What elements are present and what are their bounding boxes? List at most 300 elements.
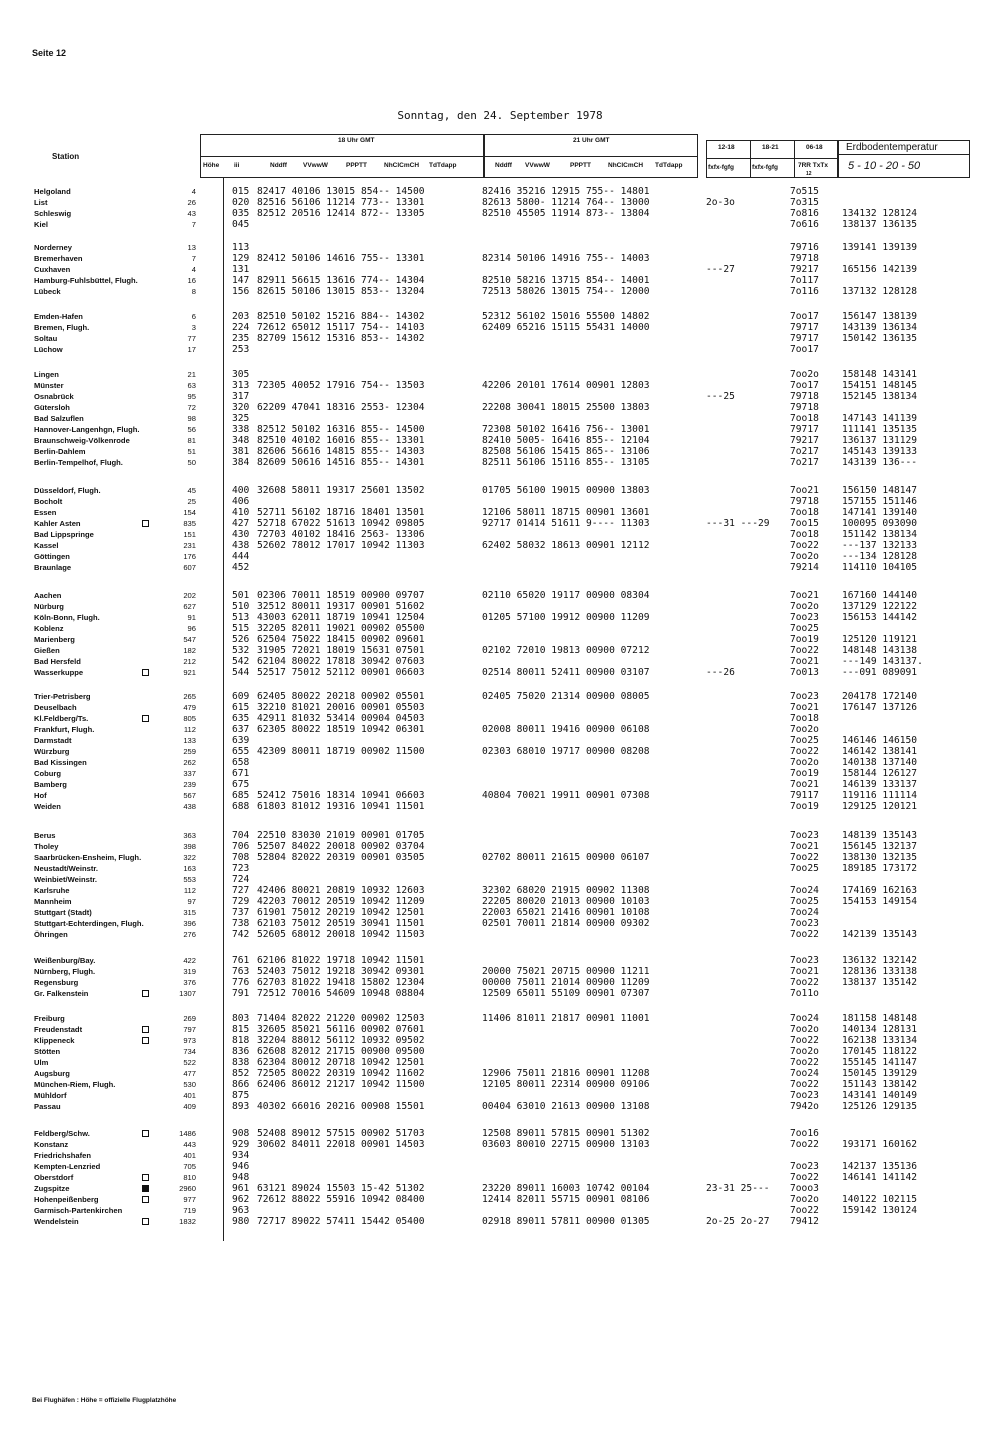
wind-gusts: ---31 ---29	[706, 518, 770, 529]
station-number: 406	[232, 496, 250, 507]
station-number: 948	[232, 1172, 250, 1183]
soil-temperature: 111141 135135	[842, 424, 918, 435]
precip-temp: 7oo22	[790, 1139, 819, 1150]
station-number: 542	[232, 656, 250, 667]
precip-temp: 7oo2o	[790, 1024, 819, 1035]
soil-temperature: ---149 143137.	[842, 656, 923, 667]
station-height: 443	[183, 1140, 196, 1149]
obs-18-uhr: 82512 20516 12414 872-- 13305	[257, 208, 425, 219]
obs-18-uhr: 62703 81022 19418 15802 12304	[257, 977, 425, 988]
station-number: 671	[232, 768, 250, 779]
station-number: 738	[232, 918, 250, 929]
header-iii: iii	[234, 162, 240, 169]
obs-18-uhr: 52408 89012 57515 00902 51703	[257, 1128, 425, 1139]
table-row	[0, 702, 1000, 713]
station-height: 13	[187, 243, 196, 252]
station-height: 176	[183, 552, 196, 561]
table-row	[0, 551, 1000, 562]
table-row	[0, 1150, 1000, 1161]
station-height: 810	[183, 1173, 196, 1182]
obs-18-uhr: 32204 88012 56112 10932 09502	[257, 1035, 425, 1046]
station-height: 477	[183, 1069, 196, 1078]
station-height: 547	[183, 635, 196, 644]
station-name: Berus	[34, 831, 56, 840]
precip-temp: 7oo24	[790, 885, 819, 896]
table-row	[0, 830, 1000, 841]
station-height: 269	[183, 1014, 196, 1023]
footnote: Bei Flughäfen : Höhe = offizielle Flugplatzhöhe	[32, 1397, 177, 1404]
soil-temperature: 154151 148145	[842, 380, 918, 391]
station-name: Essen	[34, 508, 57, 517]
soil-temperature: 158148 143141	[842, 369, 918, 380]
obs-21-uhr: 72513 58026 13015 754-- 12000	[482, 286, 650, 297]
station-height: 17	[187, 345, 196, 354]
wind-gusts: 23-31 25---	[706, 1183, 770, 1194]
table-row	[0, 691, 1000, 702]
soil-temperature: 138137 136135	[842, 219, 918, 230]
obs-18-uhr: 72612 88022 55916 10942 08400	[257, 1194, 425, 1205]
obs-18-uhr: 32512 80011 19317 00901 51602	[257, 601, 425, 612]
table-row	[0, 724, 1000, 735]
station-name: Berlin-Dahlem	[34, 447, 86, 456]
obs-18-uhr: 61901 75012 20219 10942 12501	[257, 907, 425, 918]
station-height: 4	[191, 187, 196, 196]
header-tdapp-21: TdTdapp	[655, 162, 683, 169]
obs-21-uhr: 02918 89011 57811 00900 01305	[482, 1216, 650, 1227]
table-row	[0, 496, 1000, 507]
station-number: 706	[232, 841, 250, 852]
precip-temp: 7oo22	[790, 1057, 819, 1068]
square-icon	[142, 1037, 149, 1044]
soil-temperature: 152145 138134	[842, 391, 918, 402]
station-height: 530	[183, 1080, 196, 1089]
table-row	[0, 253, 1000, 264]
precip-temp: 79718	[790, 391, 819, 402]
obs-18-uhr: 72703 40102 18416 2563- 13306	[257, 529, 425, 540]
station-name: Hannover-Langenhgn, Flugh.	[34, 425, 140, 434]
table-row	[0, 322, 1000, 333]
obs-18-uhr: 52804 82022 20319 00901 03505	[257, 852, 425, 863]
station-height: 112	[183, 886, 196, 895]
station-number: 729	[232, 896, 250, 907]
station-name: Tholey	[34, 842, 59, 851]
obs-18-uhr: 82510 50102 15216 884-- 14302	[257, 311, 425, 322]
station-height: 112	[183, 725, 196, 734]
square-icon	[142, 1218, 149, 1225]
obs-18-uhr: 22510 83030 21019 00901 01705	[257, 830, 425, 841]
precip-temp: 7oo22	[790, 746, 819, 757]
station-height: 212	[183, 657, 196, 666]
station-name: Weißenburg/Bay.	[34, 956, 96, 965]
station-name: Aachen	[34, 591, 62, 600]
table-row	[0, 667, 1000, 678]
table-row	[0, 507, 1000, 518]
obs-21-uhr: 22205 80020 21013 00900 10103	[482, 896, 650, 907]
obs-21-uhr: 02008 80011 19416 00900 06108	[482, 724, 650, 735]
precip-temp: 7oo18	[790, 507, 819, 518]
station-height: 72	[187, 403, 196, 412]
obs-21-uhr: 00000 75011 21014 00900 11209	[482, 977, 650, 988]
obs-18-uhr: 62106 81022 19718 10942 11501	[257, 955, 425, 966]
station-height: 627	[183, 602, 196, 611]
soil-temperature: 204178 172140	[842, 691, 918, 702]
table-row	[0, 275, 1000, 286]
soil-temperature: 142139 135143	[842, 929, 918, 940]
obs-18-uhr: 43003 62011 18719 10941 12504	[257, 612, 425, 623]
station-number: 203	[232, 311, 250, 322]
table-row	[0, 623, 1000, 634]
station-name: Berlin-Tempelhof, Flugh.	[34, 458, 123, 467]
obs-18-uhr: 62405 80022 20218 00902 05501	[257, 691, 425, 702]
station-height: 522	[183, 1058, 196, 1067]
obs-18-uhr: 82615 50106 13015 853-- 13204	[257, 286, 425, 297]
station-name: Münster	[34, 381, 64, 390]
table-row	[0, 1013, 1000, 1024]
station-height: 4	[191, 265, 196, 274]
precip-temp: 79214	[790, 562, 819, 573]
precip-temp: 79717	[790, 333, 819, 344]
table-row	[0, 885, 1000, 896]
station-height: 337	[183, 769, 196, 778]
station-height: 734	[183, 1047, 196, 1056]
soil-temperature: 143141 140149	[842, 1090, 918, 1101]
soil-temperature: 138130 132135	[842, 852, 918, 863]
station-height: 719	[183, 1206, 196, 1215]
obs-18-uhr: 32608 58011 19317 25601 13502	[257, 485, 425, 496]
soil-temperature: 154153 149154	[842, 896, 918, 907]
station-height: 553	[183, 875, 196, 884]
soil-temperature: 134132 128124	[842, 208, 918, 219]
station-number: 763	[232, 966, 250, 977]
precip-temp: 7oo19	[790, 801, 819, 812]
station-height: 705	[183, 1162, 196, 1171]
soil-temperature: 151143 138142	[842, 1079, 918, 1090]
station-height: 239	[183, 780, 196, 789]
station-height: 8	[191, 287, 196, 296]
station-height: 835	[183, 519, 196, 528]
station-name: Ulm	[34, 1058, 49, 1067]
table-row	[0, 929, 1000, 940]
precip-temp: 7oo23	[790, 830, 819, 841]
station-name: Mannheim	[34, 897, 72, 906]
table-row	[0, 713, 1000, 724]
table-row	[0, 208, 1000, 219]
obs-18-uhr: 82606 56616 14815 855-- 14303	[257, 446, 425, 457]
obs-21-uhr: 01205 57100 19912 00900 11209	[482, 612, 650, 623]
station-name: Cuxhaven	[34, 265, 71, 274]
station-name: Gießen	[34, 646, 60, 655]
station-height: 50	[187, 458, 196, 467]
square-icon	[142, 1174, 149, 1181]
station-number: 147	[232, 275, 250, 286]
station-height: 398	[183, 842, 196, 851]
station-number: 348	[232, 435, 250, 446]
obs-18-uhr: 52507 84022 20018 00902 03704	[257, 841, 425, 852]
obs-18-uhr: 32210 81021 20016 00901 05503	[257, 702, 425, 713]
station-name: Kl.Feldberg/Ts.	[34, 714, 89, 723]
obs-21-uhr: 12106 58011 18715 00901 13601	[482, 507, 650, 518]
precip-temp: 7oo2o	[790, 1194, 819, 1205]
station-height: 77	[187, 334, 196, 343]
table-row	[0, 286, 1000, 297]
obs-18-uhr: 82412 50106 14616 755-- 13301	[257, 253, 425, 264]
station-name: Kempten-Lenzried	[34, 1162, 101, 1171]
station-number: 635	[232, 713, 250, 724]
soil-temperature: 140122 102115	[842, 1194, 918, 1205]
table-row	[0, 966, 1000, 977]
obs-21-uhr: 82510 45505 11914 873-- 13804	[482, 208, 650, 219]
station-name: Öhringen	[34, 930, 68, 939]
station-name: Feldberg/Schw.	[34, 1129, 90, 1138]
station-name: Passau	[34, 1102, 61, 1111]
obs-21-uhr: 82613 5800- 11214 764-- 13000	[482, 197, 650, 208]
table-row	[0, 1128, 1000, 1139]
square-icon	[142, 1130, 149, 1137]
table-row	[0, 955, 1000, 966]
station-name: Zugspitze	[34, 1184, 70, 1193]
station-name: Wasserkuppe	[34, 668, 84, 677]
obs-21-uhr: 82314 50106 14916 755-- 14003	[482, 253, 650, 264]
table-row	[0, 1194, 1000, 1205]
station-name: Bremerhaven	[34, 254, 83, 263]
precip-temp: 7oo22	[790, 852, 819, 863]
table-row	[0, 186, 1000, 197]
station-number: 015	[232, 186, 250, 197]
precip-temp: 7oo18	[790, 413, 819, 424]
table-row	[0, 918, 1000, 929]
precip-temp: 7oo23	[790, 691, 819, 702]
table-row	[0, 333, 1000, 344]
station-number: 838	[232, 1057, 250, 1068]
obs-18-uhr: 02306 70011 18519 00900 09707	[257, 590, 425, 601]
station-number: 129	[232, 253, 250, 264]
header-tdapp-18: TdTdapp	[429, 162, 457, 169]
table-row	[0, 656, 1000, 667]
precip-temp: 7oo21	[790, 966, 819, 977]
precip-temp: 7oo21	[790, 841, 819, 852]
station-number: 803	[232, 1013, 250, 1024]
soil-temperature: 100095 093090	[842, 518, 918, 529]
station-number: 338	[232, 424, 250, 435]
obs-21-uhr: 02405 75020 21314 00900 08005	[482, 691, 650, 702]
precip-temp: 7oo25	[790, 623, 819, 634]
obs-18-uhr: 72512 70016 54609 10948 08804	[257, 988, 425, 999]
soil-temperature: 119116 111114	[842, 790, 918, 801]
soil-temperature: 136137 131129	[842, 435, 918, 446]
precip-temp: 7oo22	[790, 1205, 819, 1216]
station-height: 182	[183, 646, 196, 655]
station-number: 609	[232, 691, 250, 702]
precip-temp: 7o217	[790, 446, 819, 457]
table-row	[0, 402, 1000, 413]
obs-18-uhr: 62305 80022 18519 10942 06301	[257, 724, 425, 735]
obs-21-uhr: 62409 65216 15115 55431 14000	[482, 322, 650, 333]
station-height: 163	[183, 864, 196, 873]
station-name: Stuttgart (Stadt)	[34, 908, 92, 917]
obs-18-uhr: 61803 81012 19316 10941 11501	[257, 801, 425, 812]
precip-temp: 7oo19	[790, 768, 819, 779]
soil-temperature: 147141 139140	[842, 507, 918, 518]
station-number: 893	[232, 1101, 250, 1112]
station-number: 510	[232, 601, 250, 612]
station-number: 908	[232, 1128, 250, 1139]
obs-21-uhr: 72308 50102 16416 756-- 13001	[482, 424, 650, 435]
station-number: 317	[232, 391, 250, 402]
soil-temperature: 138137 135142	[842, 977, 918, 988]
soil-temperature: 158144 126127	[842, 768, 918, 779]
precip-temp: 7oo22	[790, 645, 819, 656]
station-number: 131	[232, 264, 250, 275]
station-number: 325	[232, 413, 250, 424]
station-height: 43	[187, 209, 196, 218]
precip-temp: 79217	[790, 264, 819, 275]
station-height: 315	[183, 908, 196, 917]
soil-temperature: 148139 135143	[842, 830, 918, 841]
obs-18-uhr: 72505 80022 20319 10942 11602	[257, 1068, 425, 1079]
precip-temp: 79718	[790, 253, 819, 264]
precip-temp: 7oo2o	[790, 724, 819, 735]
precip-temp: 7oo23	[790, 1161, 819, 1172]
station-height: 7	[191, 254, 196, 263]
station-name: Saarbrücken-Ensheim, Flugh.	[34, 853, 142, 862]
obs-21-uhr: 22003 65021 21416 00901 10108	[482, 907, 650, 918]
station-number: 526	[232, 634, 250, 645]
station-height: 56	[187, 425, 196, 434]
precip-temp: 7oo24	[790, 907, 819, 918]
table-row	[0, 735, 1000, 746]
station-name: Kiel	[34, 220, 48, 229]
station-name: Helgoland	[34, 187, 71, 196]
station-height: 322	[183, 853, 196, 862]
obs-21-uhr: 92717 01414 51611 9---- 11303	[482, 518, 650, 529]
soil-temperature: 146142 138141	[842, 746, 918, 757]
station-height: 6	[191, 312, 196, 321]
table-row	[0, 1172, 1000, 1183]
obs-18-uhr: 62103 75012 20519 30941 11501	[257, 918, 425, 929]
obs-18-uhr: 72612 65012 15117 754-- 14103	[257, 322, 425, 333]
obs-18-uhr: 32605 85021 56116 00902 07601	[257, 1024, 425, 1035]
obs-21-uhr: 40804 70021 19911 00901 07308	[482, 790, 650, 801]
soil-temperature: 148148 143138	[842, 645, 918, 656]
table-row	[0, 1057, 1000, 1068]
station-name: Bremen, Flugh.	[34, 323, 90, 332]
precip-temp: 7oo22	[790, 1035, 819, 1046]
soil-temperature: 146139 133137	[842, 779, 918, 790]
station-height: 1307	[179, 989, 196, 998]
obs-18-uhr: 31905 72021 18019 15631 07501	[257, 645, 425, 656]
station-number: 020	[232, 197, 250, 208]
station-name: Freudenstadt	[34, 1025, 83, 1034]
station-name: Gütersloh	[34, 403, 70, 412]
soil-temperature: 143139 136134	[842, 322, 918, 333]
header-rr-sub: 12	[806, 171, 812, 177]
station-name: Konstanz	[34, 1140, 69, 1149]
station-height: 259	[183, 747, 196, 756]
precip-temp: 7oo25	[790, 896, 819, 907]
station-number: 791	[232, 988, 250, 999]
precip-temp: 7ooo3	[790, 1183, 819, 1194]
header-06-18: 06-18	[806, 144, 823, 151]
soil-temperature: 189185 173172	[842, 863, 918, 874]
precip-temp: 79117	[790, 790, 819, 801]
table-row	[0, 518, 1000, 529]
table-row	[0, 757, 1000, 768]
station-height: 51	[187, 447, 196, 456]
station-name: Norderney	[34, 243, 72, 252]
wind-gusts: ---27	[706, 264, 735, 275]
square-icon	[142, 715, 149, 722]
precip-temp: 7o217	[790, 457, 819, 468]
station-name: Klippeneck	[34, 1036, 75, 1045]
station-name: Lingen	[34, 370, 59, 379]
station-height: 396	[183, 919, 196, 928]
soil-temperature: 156150 148147	[842, 485, 918, 496]
station-number: 381	[232, 446, 250, 457]
obs-21-uhr: 12105 80011 22314 00900 09106	[482, 1079, 650, 1090]
obs-18-uhr: 72717 89022 57411 15442 05400	[257, 1216, 425, 1227]
table-row	[0, 977, 1000, 988]
precip-temp: 7o013	[790, 667, 819, 678]
obs-21-uhr: 82511 56106 15116 855-- 13105	[482, 457, 650, 468]
obs-21-uhr: 02102 72010 19813 00900 07212	[482, 645, 650, 656]
soil-temperature: 156147 138139	[842, 311, 918, 322]
station-name: Bad Salzuflen	[34, 414, 84, 423]
station-name: Köln-Bonn, Flugh.	[34, 613, 100, 622]
station-name: Garmisch-Partenkirchen	[34, 1206, 123, 1215]
station-name: Kahler Asten	[34, 519, 81, 528]
table-row	[0, 1216, 1000, 1227]
station-name: Hamburg-Fuhlsbüttel, Flugh.	[34, 276, 138, 285]
obs-21-uhr: 12508 89011 57815 00901 51302	[482, 1128, 650, 1139]
station-height: 97	[187, 897, 196, 906]
soil-temperature: 128136 133138	[842, 966, 918, 977]
station-number: 742	[232, 929, 250, 940]
precip-temp: 7oo22	[790, 540, 819, 551]
page-number: Seite 12	[32, 48, 67, 58]
station-number: 253	[232, 344, 250, 355]
table-row	[0, 1101, 1000, 1112]
precip-temp: 7o116	[790, 286, 819, 297]
station-number: 313	[232, 380, 250, 391]
soil-temperature: 162138 133134	[842, 1035, 918, 1046]
station-name: List	[34, 198, 48, 207]
obs-21-uhr: 12509 65011 55109 00901 07307	[482, 988, 650, 999]
table-row	[0, 219, 1000, 230]
header-nddff-18: Nddff	[270, 162, 287, 169]
soil-temperature: 137132 128128	[842, 286, 918, 297]
station-height: 2960	[179, 1184, 196, 1193]
obs-18-uhr: 42309 80011 18719 00902 11500	[257, 746, 425, 757]
station-number: 515	[232, 623, 250, 634]
soil-temperature: 147143 141139	[842, 413, 918, 424]
station-number: 961	[232, 1183, 250, 1194]
station-name: Braunschweig-Völkenrode	[34, 436, 130, 445]
soil-temperature: 159142 130124	[842, 1205, 918, 1216]
table-row	[0, 1183, 1000, 1194]
table-header	[0, 134, 1000, 178]
station-height: 151	[183, 530, 196, 539]
obs-18-uhr: 82911 56615 13616 774-- 14304	[257, 275, 425, 286]
precip-temp: 7oo22	[790, 977, 819, 988]
obs-21-uhr: 20000 75021 20715 00900 11211	[482, 966, 650, 977]
precip-temp: 79718	[790, 496, 819, 507]
station-height: 45	[187, 486, 196, 495]
precip-temp: 7oo22	[790, 1079, 819, 1090]
station-number: 688	[232, 801, 250, 812]
wind-gusts: ---25	[706, 391, 735, 402]
station-number: 963	[232, 1205, 250, 1216]
obs-18-uhr: 52517 75012 52112 00901 06603	[257, 667, 425, 678]
